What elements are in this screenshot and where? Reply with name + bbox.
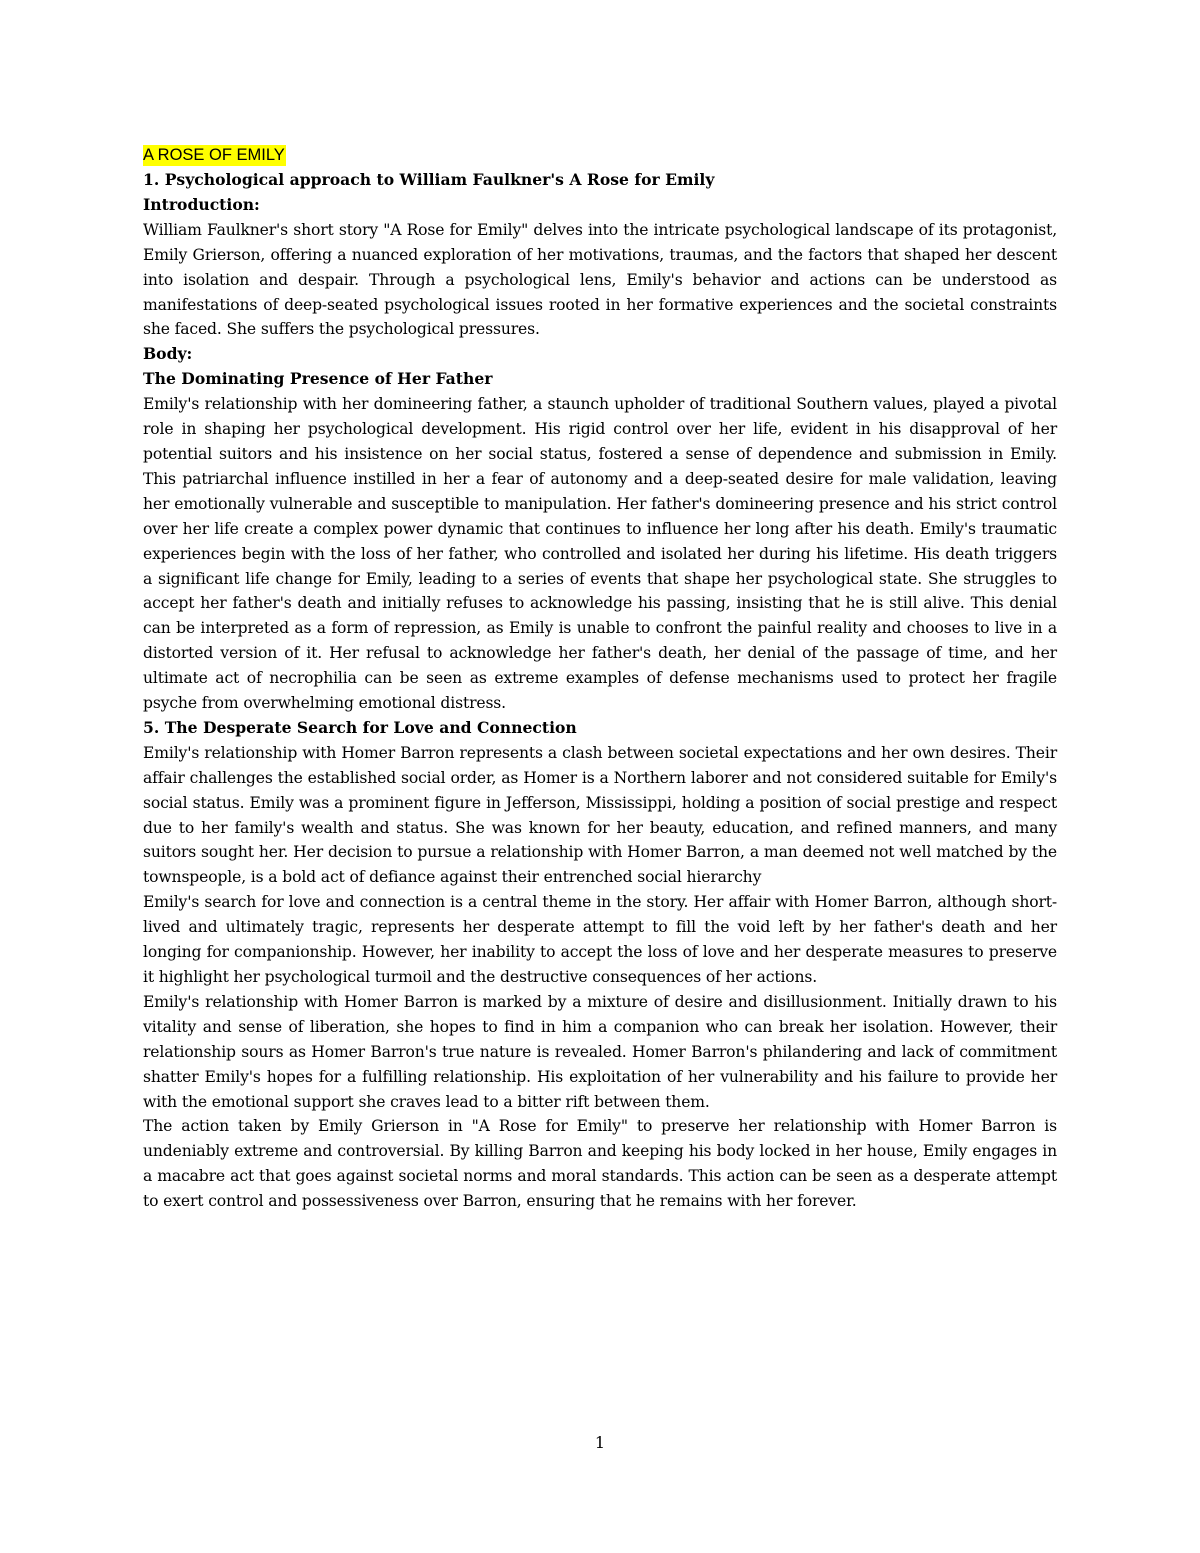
page-number: 1 (594, 1433, 606, 1452)
love-paragraph-2: Emily's search for love and connection is a central theme in the story. Her affair with Homer Barron, although short-lived and ultimately tragic, represents her desperate attempt to fill the void left by her father's death and her longing for companionship. However, her inability to accept the loss of love and her desperate measures to preserve it highlight her psychological turmoil and the destructive consequences of her actions. (143, 893, 1057, 986)
document-page (143, 142, 1057, 1214)
section-heading-love: 5. The Desperate Search for Love and Connection (143, 717, 577, 737)
love-paragraph-3: Emily's relationship with Homer Barron is marked by a mixture of desire and disillusionment. Initially drawn to his vitality and sense of liberation, she hopes to find in him a companion who can break her isolation. However, their relationship sours as Homer Barron's true nature is revealed. Homer Barron's philandering and lack of commitment shatter Emily's hopes for a fulfilling relationship. His exploitation of her vulnerability and his failure to provide her with the emotional support she craves lead to a bitter rift between them. (143, 992, 1057, 1111)
document-title-line (143, 142, 1057, 168)
introduction-paragraph: William Faulkner's short story "A Rose for Emily" delves into the intricate psychological landscape of its protagonist, Emily Grierson, offering a nuanced exploration of her motivations, traumas, and the factors that shaped her descent into isolation and despair. Through a psychological lens, Emily's behavior and actions can be understood as manifestations of deep-seated psychological issues rooted in her formative experiences and the societal constraints she faced. She suffers the psychological pressures. (143, 220, 1057, 339)
main-heading: 1. Psychological approach to William Faulkner's A Rose for Emily (143, 170, 715, 189)
body-label: Body: (143, 344, 193, 364)
father-paragraph: Emily's relationship with her domineering father, a staunch upholder of traditional Southern values, played a pivotal role in shaping her psychological development. His rigid control over her life, evident in his disapproval of her potential suitors and his insistence on her social status, fostered a sense of dependence and submission in Emily. This patriarchal influence instilled in her a fear of autonomy and a deep-seated desire for male validation, leaving her emotionally vulnerable and susceptible to manipulation. Her father's domineering presence and his strict control over her life create a complex power dynamic that continues to influence her long after his death. Emily's traumatic experiences begin with the loss of her father, who controlled and isolated her during his lifetime. His death triggers a significant life change for Emily, leading to a series of events that shape her psychological state. She struggles to accept her father's death and initially refuses to acknowledge his passing, insisting that he is still alive. This denial can be interpreted as a form of repression, as Emily is unable to confront the painful reality and chooses to live in a distorted version of it. Her refusal to acknowledge her father's death, her denial of the passage of time, and her ultimate act of necrophilia can be seen as extreme examples of defense mechanisms used to protect her fragile psyche from overwhelming emotional distress. (143, 395, 1057, 713)
introduction-label: Introduction: (143, 194, 260, 214)
section-heading-father: The Dominating Presence of Her Father (143, 369, 493, 389)
love-paragraph-1: Emily's relationship with Homer Barron represents a clash between societal expectations and her own desires. Their affair challenges the established social order, as Homer is a Northern laborer and not considered suitable for Emily's social status. Emily was a prominent figure in Jefferson, Mississippi, holding a position of social prestige and respect due to her family's wealth and status. She was known for her beauty, education, and refined manners, and many suitors sought her. Her decision to pursue a relationship with Homer Barron, a man deemed not well matched by the townspeople, is a bold act of defiance against their entrenched social hierarchy (143, 743, 1057, 887)
love-paragraph-4: The action taken by Emily Grierson in "A Rose for Emily" to preserve her relationship with Homer Barron is undeniably extreme and controversial. By killing Barron and keeping his body locked in her house, Emily engages in a macabre act that goes against societal norms and moral standards. This action can be seen as a desperate attempt to exert control and possessiveness over Barron, ensuring that he remains with her forever. (143, 1117, 1057, 1211)
document-title: A ROSE OF EMILY (143, 146, 285, 164)
